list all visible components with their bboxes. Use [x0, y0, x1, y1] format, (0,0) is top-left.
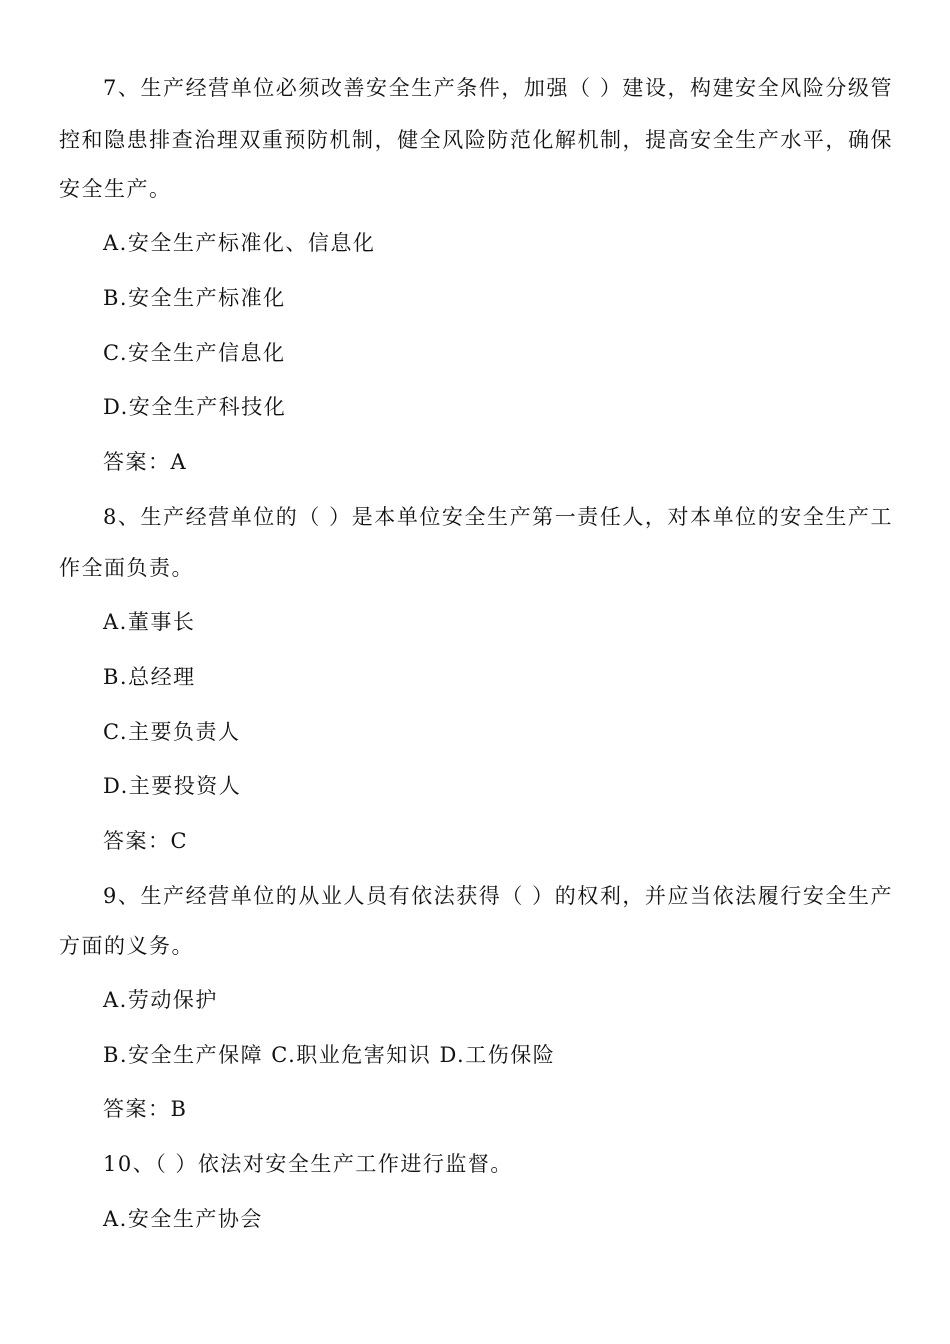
question-10-option-a: A.安全生产协会 [103, 1207, 263, 1231]
question-7-line-3: 安全生产。 [59, 177, 172, 201]
question-7-option-d: D.安全生产科技化 [103, 395, 287, 419]
question-8-option-a: A.董事长 [103, 610, 196, 634]
question-7-line-1: 7、生产经营单位必须改善安全生产条件，加强（ ）建设，构建安全风险分级管 [103, 76, 893, 100]
question-7-option-b: B.安全生产标准化 [103, 286, 286, 310]
question-8-option-c: C.主要负责人 [103, 720, 241, 744]
question-7-line-2: 控和隐患排查治理双重预防机制，健全风险防范化解机制，提高安全生产水平，确保 [59, 128, 893, 152]
question-7-option-a: A.安全生产标准化、信息化 [103, 231, 376, 255]
question-8-line-2: 作全面负责。 [59, 556, 194, 580]
question-9-option-a: A.劳动保护 [103, 988, 218, 1012]
question-8-option-b: B.总经理 [103, 665, 196, 689]
question-9-option-b-c-d: B.安全生产保障 C.职业危害知识 D.工伤保险 [103, 1043, 556, 1067]
question-8-answer: 答案：C [103, 829, 189, 853]
question-9-line-1: 9、生产经营单位的从业人员有依法获得（ ）的权利，并应当依法履行安全生产 [103, 884, 893, 908]
question-9-line-2: 方面的义务。 [59, 934, 194, 958]
question-9-answer: 答案：B [103, 1097, 188, 1121]
question-8-line-1: 8、生产经营单位的（ ）是本单位安全生产第一责任人，对本单位的安全生产工 [103, 505, 893, 529]
question-7-answer: 答案：A [103, 450, 188, 474]
question-7-option-c: C.安全生产信息化 [103, 341, 286, 365]
question-10-line-1: 10、（ ）依法对安全生产工作进行监督。 [103, 1152, 513, 1176]
question-8-option-d: D.主要投资人 [103, 774, 242, 798]
